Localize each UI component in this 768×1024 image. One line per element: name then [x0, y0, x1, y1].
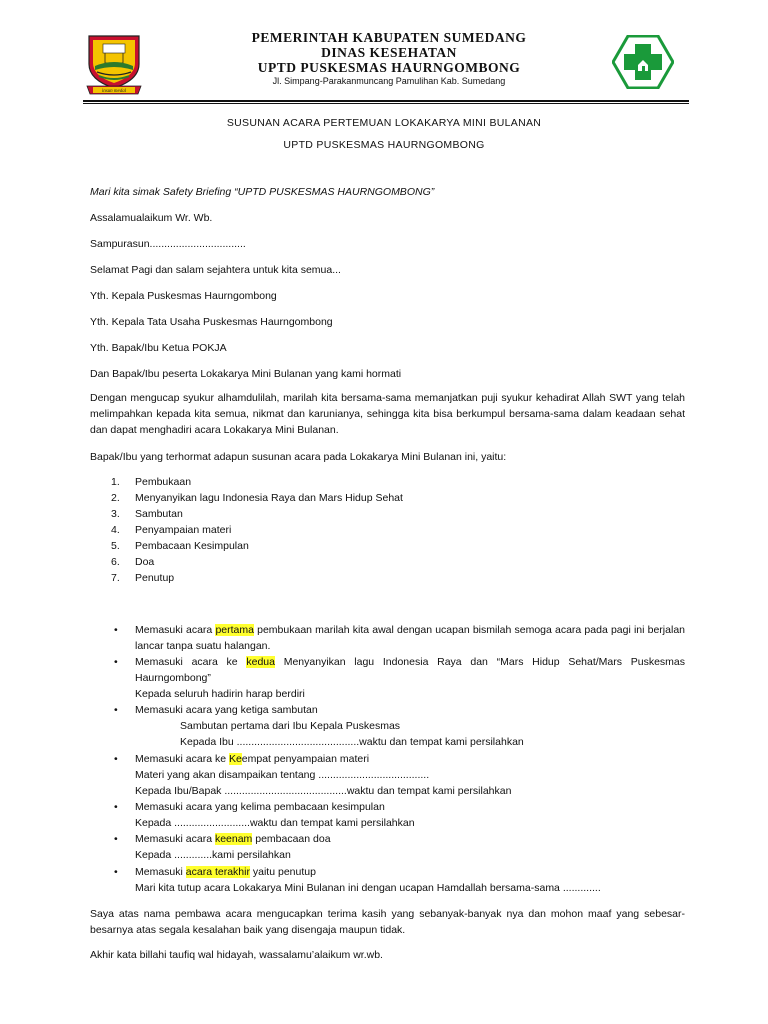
list-item: 1. Pembukaan — [111, 476, 192, 488]
safety-briefing-line: Mari kita simak Safety Briefing “UPTD PUSKESMAS HAURNGOMBONG” — [90, 186, 435, 198]
letterhead-address: Jl. Simpang-Parakanmuncang Pamulihan Kab. Sumedang — [272, 76, 506, 86]
letterhead-divider-thin — [83, 103, 689, 104]
letterhead-line2: DINAS KESEHATAN — [321, 45, 457, 60]
opening-paragraph: Dengan mengucap syukur alhamdulilah, marilah kita bersama-sama memanjatkan puji syukur kehadirat Allah SWT yang telah melimpahkan kepada kita semua, nikmat dan karunianya, sehingga kita bisa berkumpul bersama-sama dalam keadaan sehat dan dapat menghadiri acara Lokakarya Mini Bulanan. — [90, 392, 685, 436]
document-subtitle: UPTD PUSKESMAS HAURNGOMBONG — [283, 139, 485, 151]
list-item: 7. Penutup — [111, 572, 175, 584]
greeting-sampurasun: Sampurasun................................. — [90, 238, 246, 250]
bullet-kesimpulan: • Memasuki acara yang kelima pembacaan kesimpulan Kepada ..........................waktu dan tempat kami persilahkan — [114, 801, 415, 829]
letterhead — [150, 30, 628, 86]
address-pokja: Yth. Bapak/Ibu Ketua POKJA — [90, 342, 227, 354]
farewell-line: Akhir kata billahi taufiq wal hidayah, wassalamu’alaikum wr.wb. — [90, 949, 383, 961]
crest-banner-text: insun medal — [101, 89, 127, 94]
bullet-pembukaan: • Memasuki acara pertama pembukaan marilah kita awal dengan ucapan bismilah semoga acara pada pagi ini berjalan lancar tanpa suatu halangan. — [114, 624, 685, 652]
greeting-pagi: Selamat Pagi dan salam sejahtera untuk kita semua... — [90, 264, 341, 276]
letterhead-divider — [83, 100, 689, 102]
list-item: 2. Menyanyikan lagu Indonesia Raya dan Mars Hidup Sehat — [111, 492, 403, 504]
agenda-list — [90, 474, 403, 586]
bullet-doa: • Memasuki acara keenam pembacaan doa Kepada .............kami persilahkan — [114, 833, 331, 861]
list-item: 4. Penyampaian materi — [111, 524, 232, 536]
list-item: 5. Pembacaan Kesimpulan — [111, 540, 249, 552]
document-title: SUSUNAN ACARA PERTEMUAN LOKAKARYA MINI BULANAN — [226, 117, 542, 129]
letterhead-line1: PEMERINTAH KABUPATEN SUMEDANG — [251, 30, 527, 45]
address-peserta: Dan Bapak/Ibu peserta Lokakarya Mini Bulanan yang kami hormati — [90, 368, 402, 380]
list-item: 6. Doa — [111, 556, 155, 568]
bullet-penutup: • Memasuki acara terakhir yaitu penutup Mari kita tutup acara Lokakarya Mini Bulanan ini dengan ucapan Hamdallah bersama-sama ............. — [114, 866, 601, 894]
letterhead-line3: UPTD PUSKESMAS HAURNGOMBONG — [257, 60, 521, 75]
bullet-sambutan: • Memasuki acara yang ketiga sambutan Sambutan pertama dari Ibu Kepala Puskesmas Kepada Ibu ..........................................waktu dan tempat kami persilahkan — [114, 704, 524, 748]
closing-paragraph: Saya atas nama pembawa acara mengucapkan terima kasih yang sebanyak-banyak nya dan mohon maaf yang sebesar-besarnya atas segala kesalahan baik yang disengaja maupun tidak. — [90, 908, 685, 936]
sumedang-crest-icon — [85, 30, 143, 96]
puskesmas-cross-icon — [612, 35, 674, 89]
bullet-lagu: • Memasuki acara ke kedua Menyanyikan lagu Indonesia Raya dan “Mars Hidup Sehat/Mars Puskesmas Haurngombong” Kepada seluruh hadirin harap berdiri — [114, 656, 686, 700]
address-tata-usaha: Yth. Kepala Tata Usaha Puskesmas Haurngombong — [90, 316, 333, 328]
greeting-salam: Assalamualaikum Wr. Wb. — [90, 212, 213, 224]
bullet-materi: • Memasuki acara ke Keempat penyampaian materi Materi yang akan disampaikan tentang ...................................... Kepada Ibu/Bapak ..........................................waktu dan tempat kami persilahkan — [114, 753, 512, 797]
agenda-intro: Bapak/Ibu yang terhormat adapun susunan acara pada Lokakarya Mini Bulanan ini, yaitu: — [90, 451, 507, 463]
list-item: 3. Sambutan — [111, 508, 183, 520]
address-kepala: Yth. Kepala Puskesmas Haurngombong — [90, 290, 277, 302]
